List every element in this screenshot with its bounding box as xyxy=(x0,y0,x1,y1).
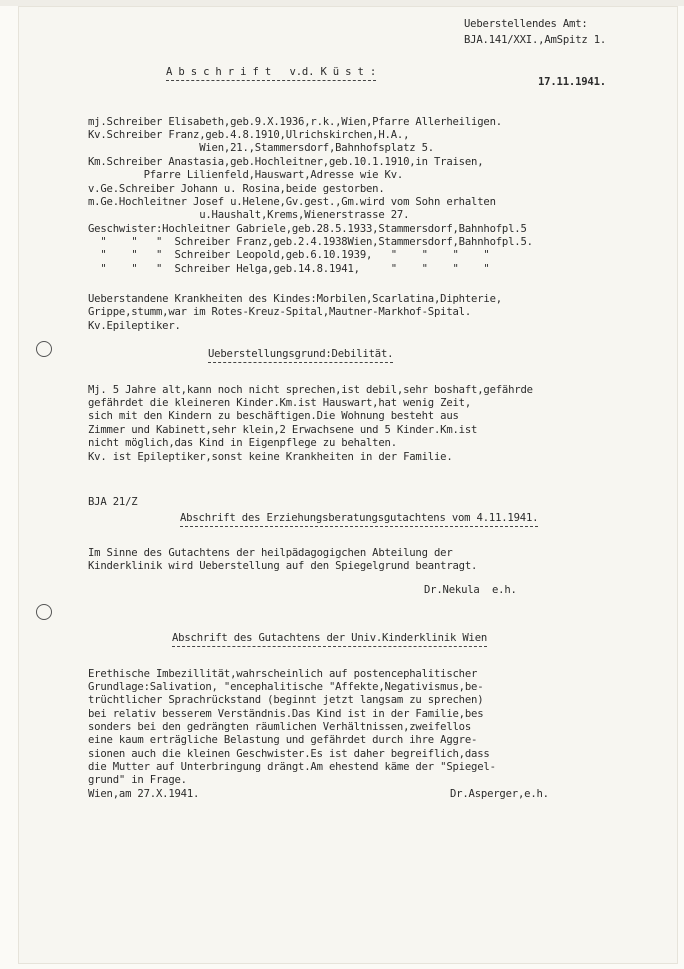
reason-line: nicht möglich,das Kind in Eigenpflege zu behalten. xyxy=(88,437,397,449)
clinic-line: Erethische Imbezillität,wahrscheinlich auf postencephalitischer xyxy=(88,668,478,680)
illness-line: Ueberstandene Krankheiten des Kindes:Morbilen,Scarlatina,Diphterie, xyxy=(88,293,502,305)
reason-heading: Ueberstellungsgrund:Debilität. xyxy=(208,348,393,363)
family-line: " " " Schreiber Helga,geb.14.8.1941, " " " " xyxy=(88,263,490,275)
family-line: u.Haushalt,Krems,Wienerstrasse 27. xyxy=(88,209,410,221)
counseling-heading: Abschrift des Erziehungsberatungsgutachtens vom 4.11.1941. xyxy=(180,512,538,527)
clinic-line: sionen auch die kleinen Geschwister.Es ist daher begreiflich,dass xyxy=(88,748,490,760)
counseling-reference: BJA 21/Z xyxy=(88,496,138,508)
clinic-heading: Abschrift des Gutachtens der Univ.Kinderklinik Wien xyxy=(172,632,487,647)
document-page xyxy=(18,6,678,964)
document-date: 17.11.1941. xyxy=(538,76,606,88)
counseling-signature: Dr.Nekula e.h. xyxy=(424,584,517,596)
family-line: m.Ge.Hochleitner Josef u.Helene,Gv.gest.,Gm.wird vom Sohn erhalten xyxy=(88,196,496,208)
family-line: Wien,21.,Stammersdorf,Bahnhofsplatz 5. xyxy=(88,142,434,154)
punch-hole-bottom xyxy=(36,604,52,620)
clinic-line: bei relativ besserem Verständnis.Das Kind ist in der Familie,bes xyxy=(88,708,484,720)
counseling-line: Kinderklinik wird Ueberstellung auf den Spiegelgrund beantragt. xyxy=(88,560,478,572)
clinic-line: grund" in Frage. xyxy=(88,774,187,786)
document-title: A b s c h r i f t v.d. K ü s t : xyxy=(166,66,376,81)
clinic-line: trüchtlicher Sprachrückstand (beginnt jetzt langsam zu sprechen) xyxy=(88,694,484,706)
counseling-line: Im Sinne des Gutachtens der heilpädagogigchen Abteilung der xyxy=(88,547,453,559)
family-line: Kv.Schreiber Franz,geb.4.8.1910,Ulrichskirchen,H.A., xyxy=(88,129,410,141)
reason-line: Kv. ist Epileptiker,sonst keine Krankheiten in der Familie. xyxy=(88,451,453,463)
clinic-signature: Dr.Asperger,e.h. xyxy=(450,788,549,800)
reason-line: gefährdet die kleineren Kinder.Km.ist Hauswart,hat wenig Zeit, xyxy=(88,397,472,409)
illness-line: Kv.Epileptiker. xyxy=(88,320,181,332)
office-line-2: BJA.141/XXI.,AmSpitz 1. xyxy=(464,34,607,46)
clinic-line: sonders bei den gedrängten räumlichen Verhältnissen,zweifellos xyxy=(88,721,472,733)
reason-line: Zimmer und Kabinett,sehr klein,2 Erwachsene und 5 Kinder.Km.ist xyxy=(88,424,478,436)
clinic-line: Grundlage:Salivation, "encephalitische "Affekte,Negativismus,be- xyxy=(88,681,484,693)
clinic-line: eine kaum erträgliche Belastung und gefährdet durch ihre Aggre- xyxy=(88,734,478,746)
family-line: " " " Schreiber Leopold,geb.6.10.1939, " " " " xyxy=(88,249,490,261)
family-line: " " " Schreiber Franz,geb.2.4.1938Wien,Stammersdorf,Bahnhofpl.5. xyxy=(88,236,533,248)
punch-hole-top xyxy=(36,341,52,357)
family-line: Km.Schreiber Anastasia,geb.Hochleitner,geb.10.1.1910,in Traisen, xyxy=(88,156,484,168)
reason-line: sich mit den Kindern zu beschäftigen.Die Wohnung besteht aus xyxy=(88,410,459,422)
family-line: Geschwister:Hochleitner Gabriele,geb.28.5.1933,Stammersdorf,Bahnhofpl.5 xyxy=(88,223,527,235)
illness-line: Grippe,stumm,war im Rotes-Kreuz-Spital,Mautner-Markhof-Spital. xyxy=(88,306,472,318)
clinic-place-date: Wien,am 27.X.1941. xyxy=(88,788,200,800)
clinic-line: die Mutter auf Unterbringung drängt.Am ehestend käme der "Spiegel- xyxy=(88,761,496,773)
family-line: v.Ge.Schreiber Johann u. Rosina,beide gestorben. xyxy=(88,183,385,195)
office-line-1: Ueberstellendes Amt: xyxy=(464,18,588,30)
reason-line: Mj. 5 Jahre alt,kann noch nicht sprechen,ist debil,sehr boshaft,gefährde xyxy=(88,384,533,396)
family-line: Pfarre Lilienfeld,Hauswart,Adresse wie Kv. xyxy=(88,169,404,181)
family-line: mj.Schreiber Elisabeth,geb.9.X.1936,r.k.,Wien,Pfarre Allerheiligen. xyxy=(88,116,502,128)
